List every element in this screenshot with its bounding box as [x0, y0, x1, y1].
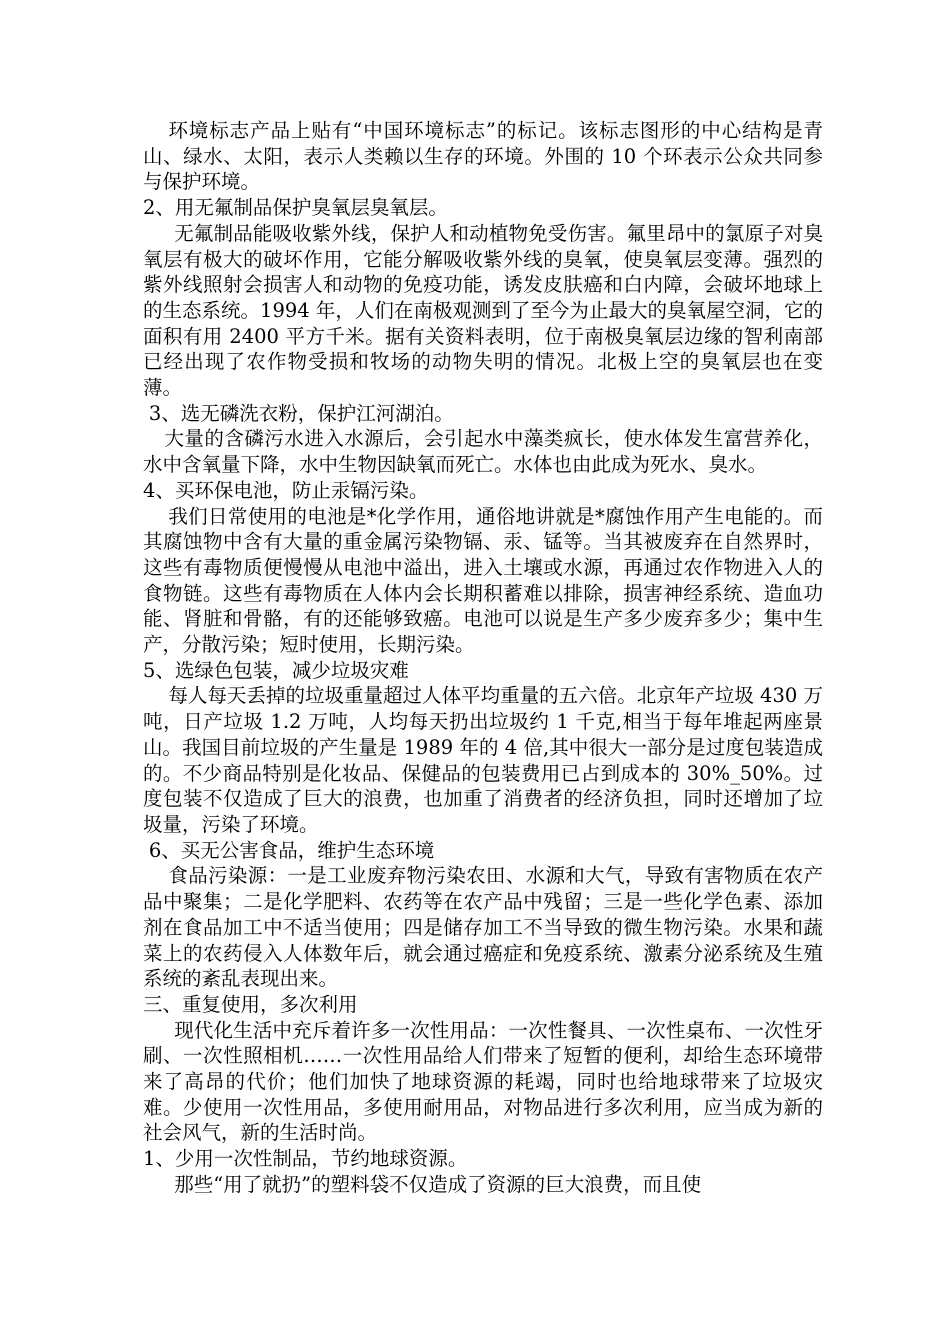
paragraph-food: 食品污染源：一是工业废弃物污染农田、水源和大气，导致有害物质在农产品中聚集；二是化学肥料、农药等在农产品中残留；三是一些化学色素、添加剂在食品加工中不适当使用；四是储存加工不当导致的微生物污染。水果和蔬菜上的农药侵入人体数年后，就会通过癌症和免疫系统、激素分泌系统及生殖系统的紊乱表现出来。	[143, 864, 823, 991]
heading-battery: 4、买环保电池，防止汞镉污染。	[143, 478, 429, 502]
paragraph-environment-label: 环境标志产品上贴有“中国环境标志”的标记。该标志图形的中心结构是青山、绿水、太阳，表示人类赖以生存的环境。外围的 10 个环表示公众共同参与保护环境。	[143, 119, 823, 194]
heading-disposables: 1、少用一次性制品，节约地球资源。	[143, 1147, 468, 1171]
paragraph-ozone: 无氟制品能吸收紫外线，保护人和动植物免受伤害。氟里昂中的氯原子对臭氧层有极大的破坏作用，它能分解吸收紫外线的臭氧，使臭氧层变薄。强烈的紫外线照射会损害人和动物的免疫功能，诱发皮肤癌和白内障，会破坏地球上的生态系统。1994 年，人们在南极观测到了至今为止最大的臭氧屋空洞，它的面积有用 2400 平方千米。据有关资料表明，位于南极臭氧层边缘的智利南部已经出现了农作物受损和牧场的动物失明的情况。北极上空的臭氧层也在变薄。	[143, 221, 823, 400]
paragraph-battery: 我们日常使用的电池是*化学作用，通俗地讲就是*腐蚀作用产生电能的。而其腐蚀物中含有大量的重金属污染物镉、汞、锰等。当其被废弃在自然界时，这些有毒物质便慢慢从电池中溢出，进入土壤或水源，再通过农作物进入人的食物链。这些有毒物质在人体内会长期积蓄难以排除，损害神经系统、造血功能、肾脏和骨骼，有的还能够致癌。电池可以说是生产多少废弃多少；集中生产，分散污染；短时使用，长期污染。	[143, 504, 823, 657]
paragraph-reuse: 现代化生活中充斥着许多一次性用品：一次性餐具、一次性桌布、一次性牙刷、一次性照相机……一次性用品给人们带来了短暂的便利，却给生态环境带来了高昂的代价；他们加快了地球资源的耗竭，同时也给地球带来了垃圾灾难。少使用一次性用品，多使用耐用品，对物品进行多次利用，应当成为新的社会风气，新的生活时尚。	[143, 1018, 823, 1145]
document-page	[143, 118, 823, 1198]
heading-packaging: 5、选绿色包装，减少垃圾灾难	[143, 658, 409, 682]
heading-phosphate: 3、选无磷洗衣粉，保护江河湖泊。	[148, 401, 454, 425]
paragraph-plastic-bags: 那些“用了就扔”的塑料袋不仅造成了资源的巨大浪费，而且使	[174, 1172, 702, 1196]
paragraph-packaging: 每人每天丢掉的垃圾重量超过人体平均重量的五六倍。北京年产垃圾 430 万吨，日产垃圾 1.2 万吨，人均每天扔出垃圾约 1 千克,相当于每年堆起两座景山。我国目前垃圾的产生量是 1989 年的 4 倍,其中很大一部分是过度包装造成的。不少商品特别是化妆品、保健品的包装费用已占到成本的 30%_50%。过度包装不仅造成了巨大的浪费，也加重了消费者的经济负担，同时还增加了垃圾量，污染了环境。	[143, 684, 823, 836]
paragraph-phosphate: 大量的含磷污水进入水源后，会引起水中藻类疯长，使水体发生富营养化，水中含氧量下降，水中生物因缺氧而死亡。水体也由此成为死水、臭水。	[143, 427, 823, 477]
heading-food: 6、买无公害食品，维护生态环境	[148, 838, 435, 862]
heading-ozone: 2、用无氟制品保护臭氧层臭氧层。	[143, 196, 448, 220]
heading-reuse: 三、重复使用，多次利用	[143, 992, 358, 1016]
